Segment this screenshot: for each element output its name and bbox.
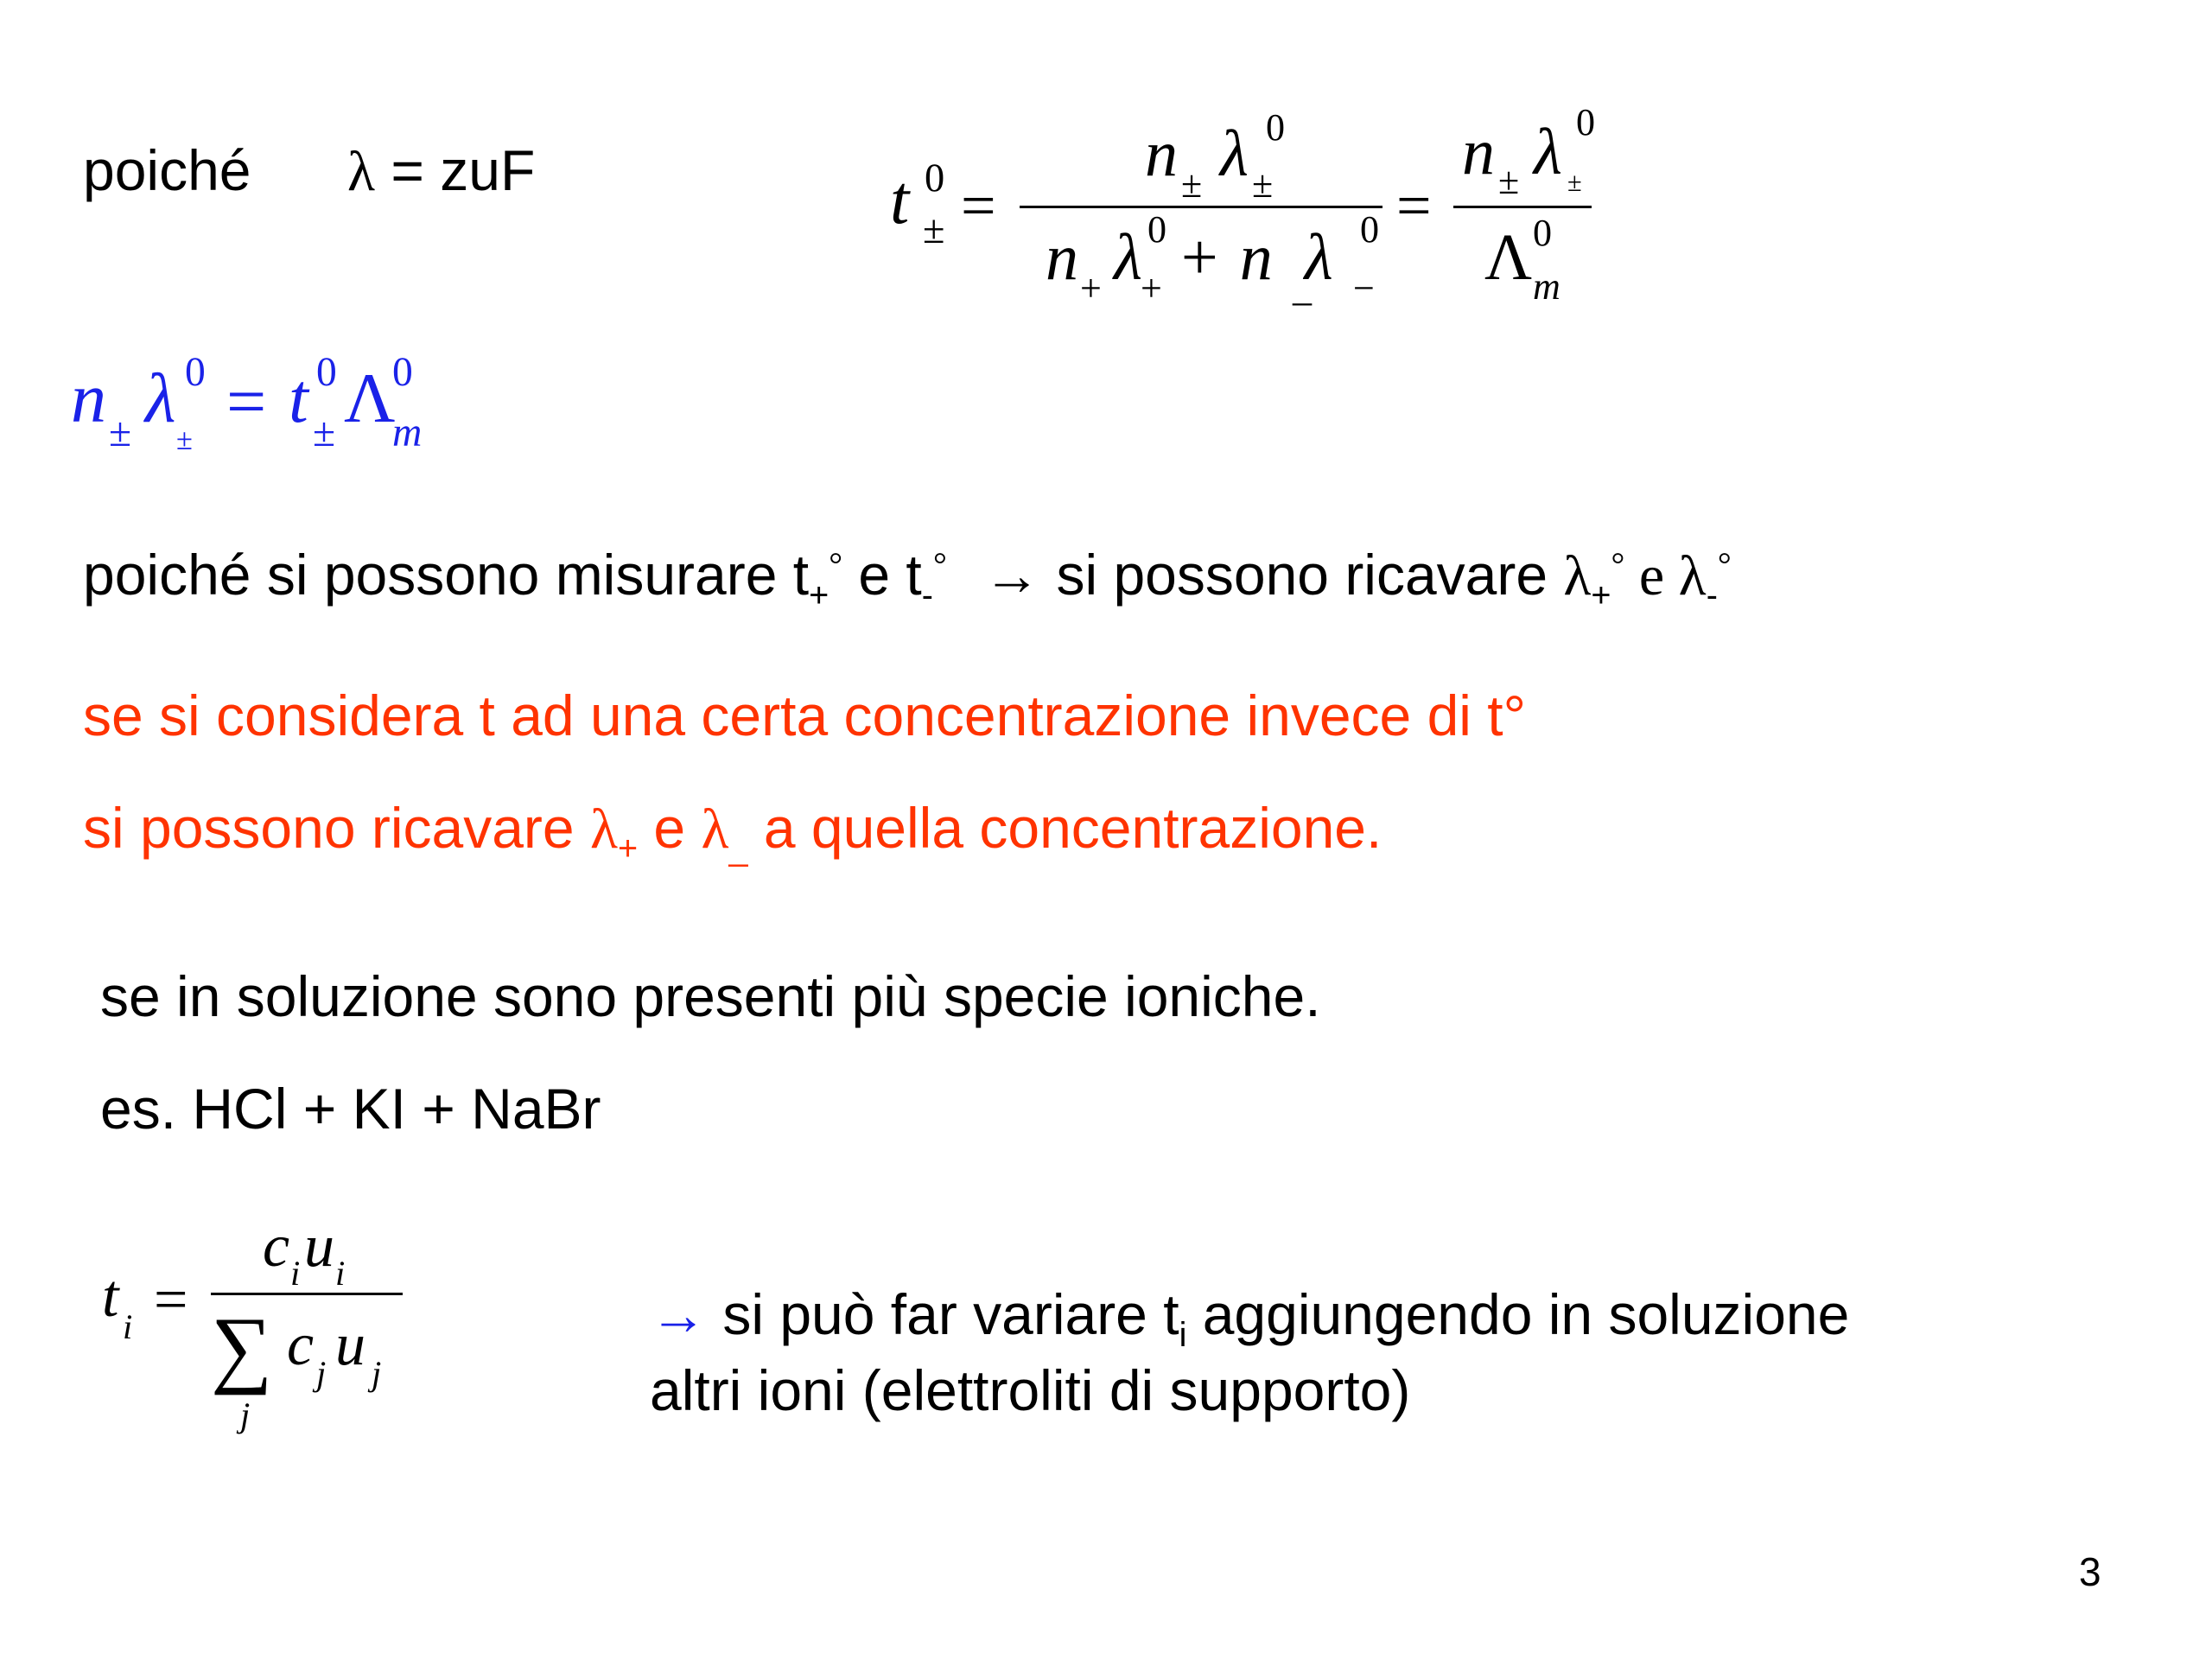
- formula-lhs: t 0 ±: [890, 156, 945, 252]
- species-line: se in soluzione sono presenti più specie ioniche.: [100, 964, 1321, 1028]
- poiche-label: poiché: [83, 138, 251, 202]
- lambda-symbol: λ: [347, 140, 376, 203]
- fraction-main: [1020, 104, 1382, 309]
- ti-formula: t i = c i u i ∑ j c j u j: [102, 1217, 413, 1450]
- note-line-1: → si può far variare $t_i$ aggiungendo in soluzione: [650, 1282, 1850, 1354]
- equals-2: =: [1396, 171, 1432, 240]
- example-line: es. HCl + KI + NaBr: [100, 1077, 601, 1141]
- blue-formula: n ± λ 0 ± = t 0 ± Λ 0 m: [71, 350, 423, 456]
- fraction-main-numerator: n ± λ 0 ±: [1145, 106, 1286, 206]
- fraction-main-denominator: n + λ 0 + + n _ λ 0 −: [1046, 208, 1380, 309]
- equals-1: =: [961, 171, 996, 240]
- measure-line: poiché si possono misurare $t_+^\circ$ e $t_-^\circ$ → si possono ricavare $\lambda_+^\circ$ e $\lambda_-^\circ$: [83, 543, 1732, 614]
- fraction-second-denominator: Λ 0 m: [1484, 212, 1560, 308]
- note-line-2: altri ioni (elettroliti di supporto): [650, 1358, 1411, 1422]
- page-number: 3: [2079, 1549, 2101, 1594]
- lambda-eq-text: = zuF: [391, 138, 536, 202]
- red-line-1: se si considera t ad una certa concentrazione invece di t°: [83, 683, 1527, 747]
- arrow-icon: →: [983, 544, 1041, 607]
- blue-arrow-icon: →: [650, 1284, 707, 1347]
- lambda-definition: [347, 138, 536, 203]
- fraction-second: [1453, 101, 1596, 308]
- fraction-second-bar: [1453, 206, 1592, 208]
- fraction-main-bar: [1020, 206, 1382, 208]
- ti-fraction-bar: [211, 1293, 403, 1295]
- red-line-2: si possono ricavare $\lambda_+$ e $\lambda_{\_}$ a quella concentrazione.: [83, 796, 1382, 868]
- transport-number-formula: [890, 101, 1596, 309]
- fraction-second-numerator: n ± λ 0 ±: [1462, 101, 1596, 202]
